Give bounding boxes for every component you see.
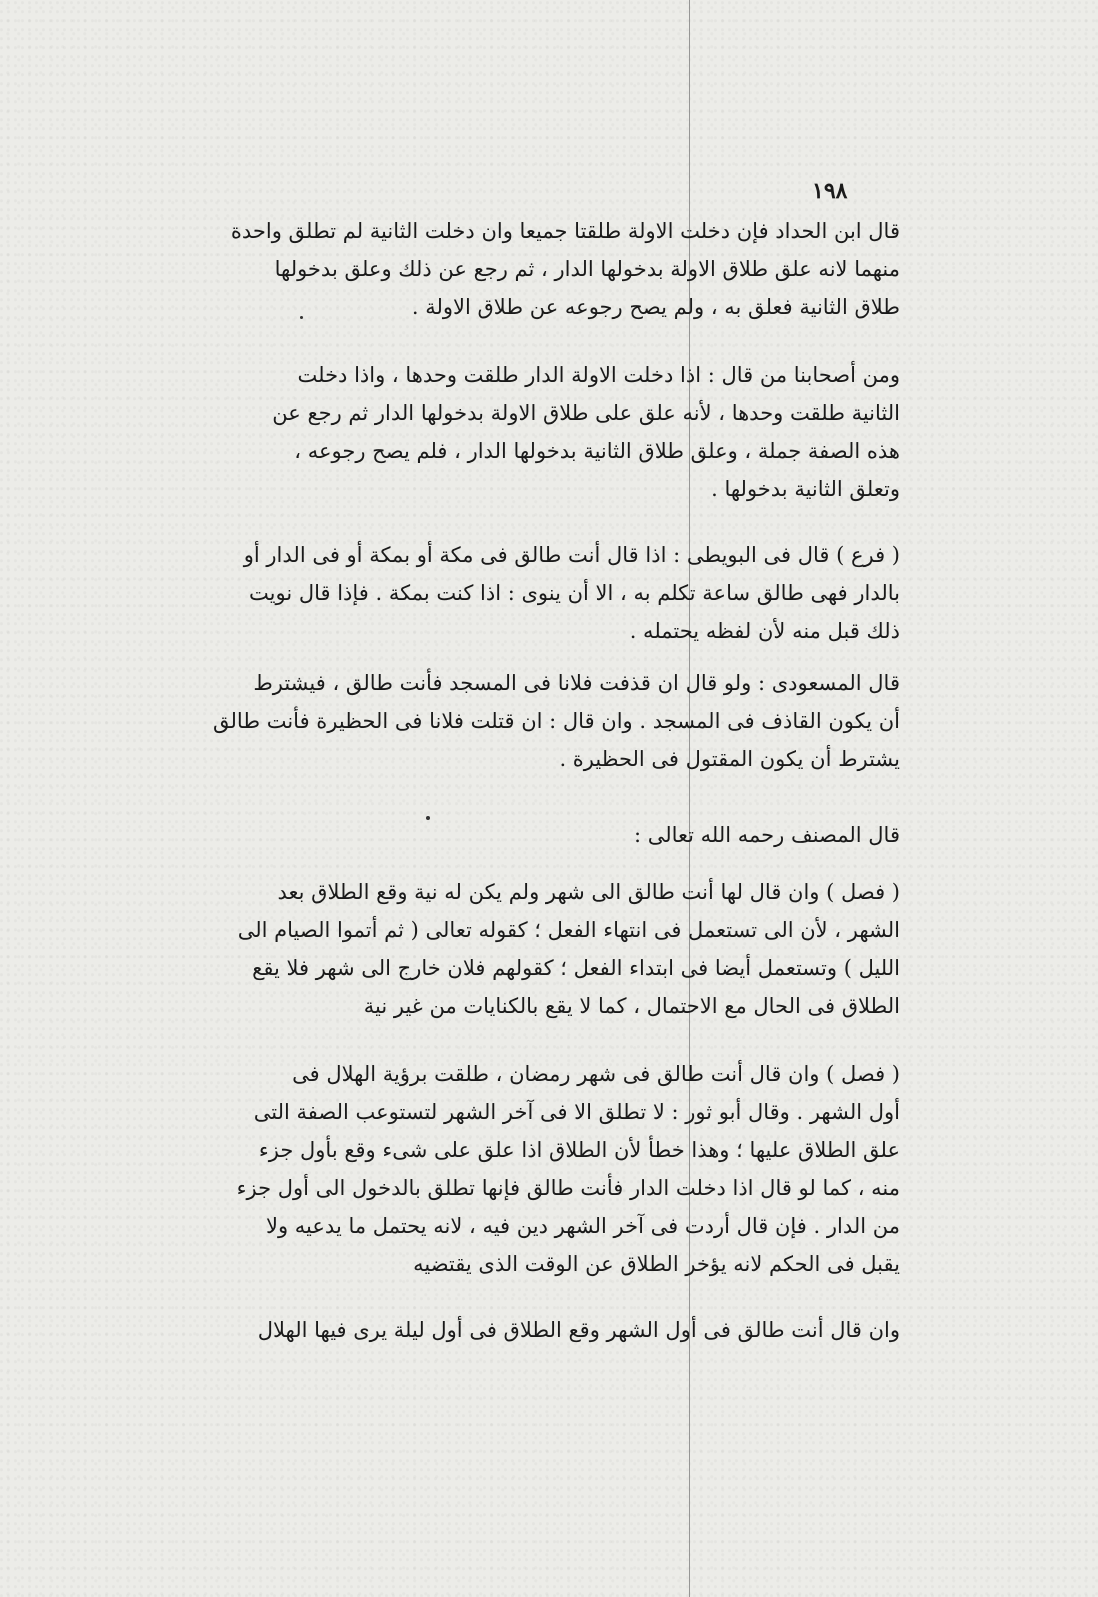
text-line: الطلاق فى الحال مع الاحتمال ، كما لا يقع بالكنايات من غير نية <box>363 994 900 1018</box>
text-line: علق الطلاق عليها ؛ وهذا خطأ لأن الطلاق اذا علق على شىء وقع بأول جزء <box>258 1138 900 1162</box>
text-line: وتعلق الثانية بدخولها . <box>711 477 900 501</box>
paragraph-6 <box>180 873 900 1025</box>
text-line: الشهر ، لأن الى تستعمل فى انتهاء الفعل ؛ كقوله تعالى ( ثم أتموا الصيام الى <box>237 918 900 942</box>
text-line: من الدار . فإن قال أردت فى آخر الشهر دين فيه ، لانه يحتمل ما يدعيه ولا <box>266 1214 900 1238</box>
text-line: وان قال أنت طالق فى أول الشهر وقع الطلاق فى أول ليلة يرى فيها الهلال <box>257 1318 900 1342</box>
paragraph-3 <box>180 536 900 650</box>
paragraph-1 <box>180 212 900 326</box>
page-number: ١٩٨ <box>812 178 848 204</box>
paragraph-5 <box>180 816 900 854</box>
text-line: قال المصنف رحمه الله تعالى : <box>633 823 900 847</box>
text-line: أن يكون القاذف فى المسجد . وان قال : ان قتلت فلانا فى الحظيرة فأنت طالق <box>213 709 900 733</box>
text-line: ( فصل ) وان قال لها أنت طالق الى شهر ولم يكن له نية وقع الطلاق بعد <box>277 880 900 904</box>
ink-speck <box>300 316 303 319</box>
text-line: طلاق الثانية فعلق به ، ولم يصح رجوعه عن طلاق الاولة . <box>411 295 900 319</box>
text-line: يشترط أن يكون المقتول فى الحظيرة . <box>559 747 900 771</box>
text-line: ومن أصحابنا من قال : اذا دخلت الاولة الدار طلقت وحدها ، واذا دخلت <box>297 363 900 387</box>
text-line: هذه الصفة جملة ، وعلق طلاق الثانية بدخولها الدار ، فلم يصح رجوعه ، <box>294 439 900 463</box>
text-line: قال ابن الحداد فإن دخلت الاولة طلقتا جميعا وان دخلت الثانية لم تطلق واحدة <box>230 219 900 243</box>
paragraph-4 <box>180 664 900 778</box>
text-line: قال المسعودى : ولو قال ان قذفت فلانا فى المسجد فأنت طالق ، فيشترط <box>253 671 900 695</box>
text-line: بالدار فهى طالق ساعة تكلم به ، الا أن ينوى : اذا كنت بمكة . فإذا قال نويت <box>249 581 900 605</box>
paragraph-2 <box>180 356 900 508</box>
text-line: الليل ) وتستعمل أيضا فى ابتداء الفعل ؛ كقولهم فلان خارج الى شهر فلا يقع <box>252 956 900 980</box>
text-line: يقبل فى الحكم لانه يؤخر الطلاق عن الوقت الذى يقتضيه <box>413 1252 900 1276</box>
text-line: منهما لانه علق طلاق الاولة بدخولها الدار ، ثم رجع عن ذلك وعلق بدخولها <box>274 257 900 281</box>
paragraph-7 <box>180 1055 900 1283</box>
text-line: الثانية طلقت وحدها ، لأنه علق على طلاق الاولة بدخولها الدار ثم رجع عن <box>272 401 900 425</box>
ink-speck <box>426 816 430 820</box>
text-line: ( فرع ) قال فى البويطى : اذا قال أنت طالق فى مكة أو بمكة أو فى الدار أو <box>243 543 900 567</box>
text-line: ذلك قبل منه لأن لفظه يحتمله . <box>629 619 900 643</box>
text-line: ( فصل ) وان قال أنت طالق فى شهر رمضان ، طلقت برؤية الهلال فى <box>292 1062 900 1086</box>
paragraph-8 <box>180 1311 900 1349</box>
text-line: منه ، كما لو قال اذا دخلت الدار فأنت طالق فإنها تطلق بالدخول الى أول جزء <box>236 1176 900 1200</box>
text-line: أول الشهر . وقال أبو ثور : لا تطلق الا فى آخر الشهر لتستوعب الصفة التى <box>253 1100 900 1124</box>
